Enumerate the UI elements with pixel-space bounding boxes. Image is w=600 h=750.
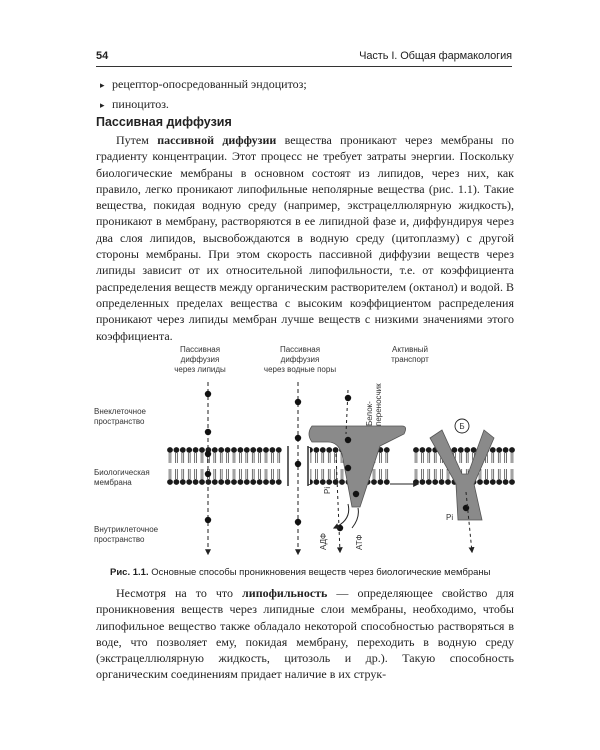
page-number: 54 bbox=[96, 50, 109, 62]
col1-header bbox=[174, 345, 226, 374]
lipid-head bbox=[426, 447, 432, 453]
paragraph-passive-diffusion: Путем пассивной диффузии вещества проникают через мембраны по градиенту концентрации. Этот процесс не требует затраты энергии. Поскольку биологические мембраны в основном состоят из липидов, через них, как правило, легко проникают липофильные неполярные вещества (рис. 1.1). Такие вещества, покидая водную среду (например, экстрацеллюлярную жидкость), проникают в мембрану, растворяются в ее липидной фазе и, диффундируя через два слоя липидов, высвобождаются в водную среду (цитоплазму) с другой стороны мембраны. При этом скорость пассивной диффузии веществ через липиды зависит от их относительной липофильности, т.е. от коэффициента распределения веществ между органическим растворителем (октанол) и водой. В определенных пределах вещества с высоким коэффициентом распределения проникают через липиды мембран лучше веществ с низкими значениями этого коэффициента. bbox=[96, 133, 514, 343]
lipid-head bbox=[167, 447, 173, 453]
svg-text:Pi: Pi bbox=[446, 513, 454, 522]
lipid-head bbox=[270, 479, 276, 485]
lipid-head bbox=[231, 479, 237, 485]
lipid-head bbox=[174, 479, 180, 485]
lipid-head bbox=[432, 479, 438, 485]
lipid-head bbox=[186, 479, 192, 485]
lipid-head bbox=[263, 479, 269, 485]
lipid-head bbox=[420, 447, 426, 453]
running-title: Часть I. Общая фармакология bbox=[359, 50, 512, 62]
svg-text:диффузия: диффузия bbox=[280, 355, 320, 364]
lipid-head bbox=[276, 447, 282, 453]
lipid-head bbox=[257, 447, 263, 453]
lipid-head bbox=[314, 447, 320, 453]
lipid-head bbox=[445, 479, 451, 485]
lipid-head bbox=[496, 447, 502, 453]
lipid-head bbox=[320, 447, 326, 453]
section-title: Пассивная диффузия bbox=[96, 115, 232, 129]
lipid-head bbox=[167, 479, 173, 485]
lipid-head bbox=[231, 447, 237, 453]
lipid-head bbox=[378, 479, 384, 485]
lipid-head bbox=[250, 479, 256, 485]
lipid-head bbox=[509, 479, 515, 485]
col3-header bbox=[391, 345, 429, 364]
lipid-head bbox=[276, 479, 282, 485]
lipid-head bbox=[420, 479, 426, 485]
svg-text:Внутриклеточное: Внутриклеточное bbox=[94, 525, 159, 534]
lipid-head bbox=[218, 479, 224, 485]
col2-header bbox=[264, 345, 336, 374]
lipid-head bbox=[238, 479, 244, 485]
lipid-head bbox=[477, 479, 483, 485]
lipid-head bbox=[174, 447, 180, 453]
bullet-list bbox=[100, 75, 520, 115]
lipid-diffusion-path bbox=[205, 382, 211, 554]
svg-text:Активный: Активный bbox=[392, 345, 428, 354]
lipid-head bbox=[484, 479, 490, 485]
svg-text:переносчик: переносчик bbox=[374, 383, 383, 426]
header-rule bbox=[96, 66, 512, 67]
lipid-head bbox=[439, 479, 445, 485]
lipid-head bbox=[199, 447, 205, 453]
lipid-head bbox=[339, 479, 345, 485]
lipid-head bbox=[314, 479, 320, 485]
lipid-head bbox=[464, 447, 470, 453]
svg-text:Внеклеточное: Внеклеточное bbox=[94, 407, 146, 416]
svg-text:пространство: пространство bbox=[94, 417, 145, 426]
lipid-head bbox=[225, 479, 231, 485]
lipid-head bbox=[326, 479, 332, 485]
bullet-arrow-icon: ▸ bbox=[100, 101, 105, 111]
lipid-head bbox=[180, 447, 186, 453]
paragraph-lipophilicity: Несмотря на то что липофильность — определяющее свойство для проникновения веществ через липидные слои мембраны, необходимо, чтобы липофильное вещество также обладало некоторой способностью растворяться в воде, что позволяет ему, покидая мембрану, переходить в водную среду (экстрацеллюлярную жидкость, цитозоль и др.). Такую способность органическим соединениям придает наличие в их струк- bbox=[96, 586, 514, 682]
lipid-head bbox=[371, 479, 377, 485]
svg-text:Пассивная: Пассивная bbox=[179, 345, 221, 354]
lipid-head bbox=[263, 447, 269, 453]
lipid-head bbox=[218, 447, 224, 453]
lipid-head bbox=[257, 479, 263, 485]
figure-caption: Рис. 1.1. Основные способы проникновения веществ через биологические мембраны bbox=[110, 567, 491, 578]
lipid-head bbox=[384, 479, 390, 485]
lipid-head bbox=[238, 447, 244, 453]
label-extracellular bbox=[94, 407, 147, 426]
term-passive-diffusion: пассивной диффузии bbox=[157, 133, 277, 147]
bullet-arrow-icon: ▸ bbox=[100, 81, 105, 91]
list-item: ▸ рецептор-опосредованный эндоцитоз; bbox=[100, 75, 520, 95]
lipid-head bbox=[212, 447, 218, 453]
lipid-head bbox=[326, 447, 332, 453]
lipid-head bbox=[458, 447, 464, 453]
svg-text:Биологическая: Биологическая bbox=[94, 468, 150, 477]
lipid-head bbox=[212, 479, 218, 485]
lipid-head bbox=[426, 479, 432, 485]
lipid-head bbox=[193, 447, 199, 453]
svg-text:через липиды: через липиды bbox=[174, 365, 226, 374]
lipid-head bbox=[490, 447, 496, 453]
svg-text:мембрана: мембрана bbox=[94, 478, 132, 487]
svg-text:Pi: Pi bbox=[323, 486, 332, 494]
lipid-head bbox=[244, 479, 250, 485]
svg-text:АТФ: АТФ bbox=[355, 534, 364, 550]
svg-text:Пассивная: Пассивная bbox=[279, 345, 321, 354]
svg-text:АДФ: АДФ bbox=[319, 533, 328, 550]
label-membrane bbox=[94, 468, 150, 487]
lipid-head bbox=[503, 479, 509, 485]
lipid-head bbox=[384, 447, 390, 453]
term-lipophilicity: липофильность bbox=[242, 586, 328, 600]
carrier-protein-b bbox=[430, 419, 494, 552]
lipid-head bbox=[244, 447, 250, 453]
lipid-head bbox=[199, 479, 205, 485]
svg-text:Б: Б bbox=[459, 422, 465, 431]
lipid-head bbox=[186, 447, 192, 453]
list-item: ▸ пиноцитоз. bbox=[100, 95, 520, 115]
label-intracellular bbox=[94, 525, 159, 544]
lipid-head bbox=[320, 479, 326, 485]
lipid-head bbox=[509, 447, 515, 453]
lipid-head bbox=[413, 447, 419, 453]
lipid-head bbox=[193, 479, 199, 485]
svg-text:пространство: пространство bbox=[94, 535, 145, 544]
lipid-head bbox=[503, 447, 509, 453]
lipid-head bbox=[180, 479, 186, 485]
svg-text:транспорт: транспорт bbox=[391, 355, 429, 364]
lipid-head bbox=[333, 447, 339, 453]
figure-membrane-transport bbox=[90, 342, 520, 562]
carrier-label bbox=[365, 383, 383, 426]
svg-text:Белок-: Белок- bbox=[365, 401, 374, 426]
lipid-head bbox=[496, 479, 502, 485]
lipid-head bbox=[225, 447, 231, 453]
svg-text:диффузия: диффузия bbox=[180, 355, 220, 364]
lipid-head bbox=[270, 447, 276, 453]
lipid-head bbox=[490, 479, 496, 485]
svg-text:через водные поры: через водные поры bbox=[263, 365, 337, 374]
pore-diffusion-path bbox=[286, 382, 310, 554]
lipid-head bbox=[250, 447, 256, 453]
